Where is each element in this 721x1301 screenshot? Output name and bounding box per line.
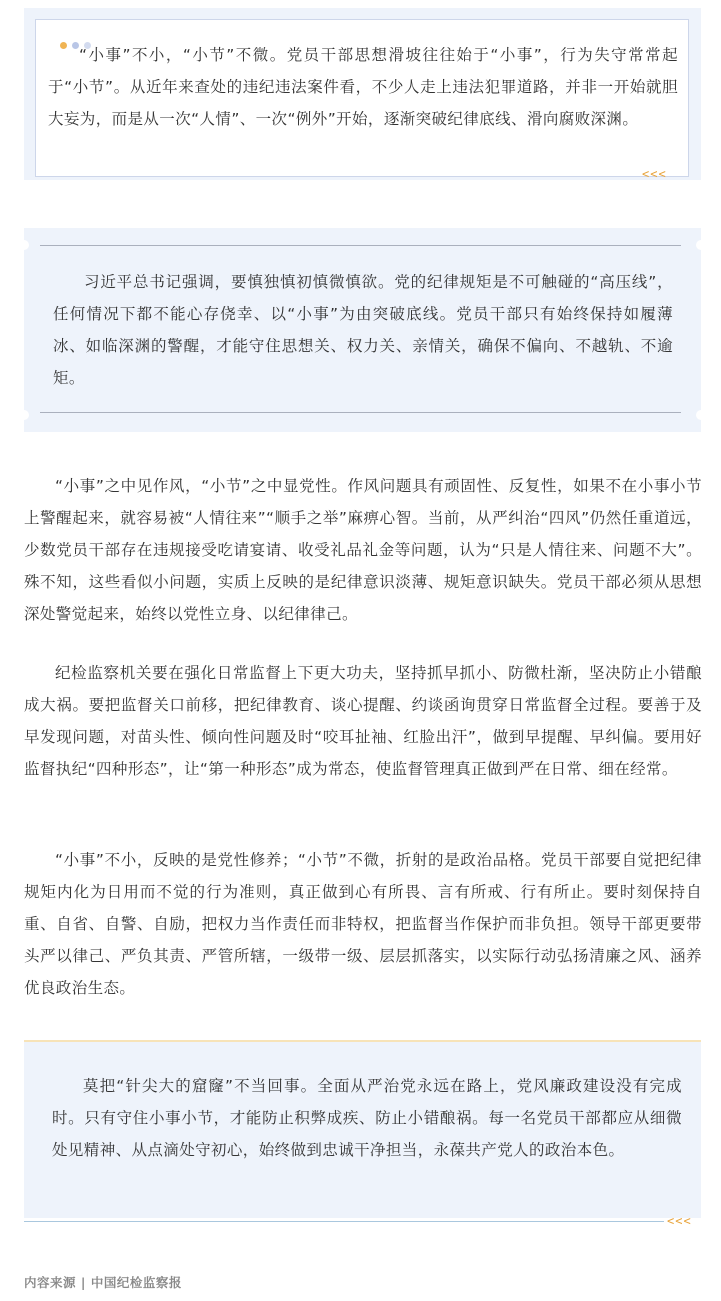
body-paragraph: 纪检监察机关要在强化日常监督上下更大功夫，坚持抓早抓小、防微杜渐，坚决防止小错酿成大祸。要把监督关口前移，把纪律教育、谈心提醒、约谈函询贯穿日常监督全过程。要善于及早发现问题，对苗头性、倾向性问题及时“咬耳扯袖、红脸出汗”，做到早提醒、早纠偏。要用好监督执纪“四种形态”，让“第一种形态”成为常态，使监督管理真正做到严在日常、细在经常。 [24,664,702,778]
notch-decoration [696,410,706,420]
key-point-text: 习近平总书记强调，要慎独慎初慎微慎欲。党的纪律规矩是不可触碰的“高压线”，任何情况下都不能心存侥幸、以“小事”为由突破底线。党员干部只有始终保持如履薄冰、如临深渊的警醒，才能守住思想关、权力关、亲情关，确保不偏向、不越轨、不逾矩。 [53,273,673,387]
conclusion-text: 莫把“针尖大的窟窿”不当回事。全面从严治党永远在路上，党风廉政建设没有完成时。只有守住小事小节，才能防止积弊成疾、防止小错酿祸。每一名党员干部都应从细微处见精神、从点滴处守初心，始终做到忠诚干净担当，永葆共产党人的政治本色。 [52,1077,682,1159]
notch-decoration [696,240,706,250]
intro-quote-text: “小事”不小，“小节”不微。党员干部思想滑坡往往始于“小事”，行为失守常常起于“小节”。从近年来查处的违纪违法案件看，不少人走上违法犯罪道路，并非一开始就胆大妄为，而是从一次“人情”、一次“例外”开始，逐渐突破纪律底线、滑向腐败深渊。 [48,46,678,128]
conclusion-box [24,1040,701,1218]
chevrons-left-icon: <<< [642,167,667,181]
source-line [24,1273,182,1291]
source-label: 内容来源 [24,1275,77,1290]
chevrons-left-icon: <<< [667,1214,692,1228]
bottom-divider [40,412,681,413]
notch-decoration [19,410,29,420]
source-value: 中国纪检监察报 [90,1275,182,1290]
top-divider [40,245,681,246]
intro-quote-frame [35,19,689,181]
key-point-box [24,228,701,432]
intro-quote-box [24,8,701,180]
notch-decoration [19,240,29,250]
body-paragraph: “小事”不小，反映的是党性修养；“小节”不微，折射的是政治品格。党员干部要自觉把纪律规矩内化为日用而不觉的行为准则，真正做到心有所畏、言有所戒、行有所止。要时刻保持自重、自省、自警、自励，把权力当作责任而非特权，把监督当作保护而非负担。领导干部更要带头严以律己、严负其责、严管所辖，一级带一级、层层抓落实，以实际行动弘扬清廉之风、涵养优良政治生态。 [24,851,702,997]
conclusion-divider [24,1221,664,1222]
source-separator: | [80,1275,86,1290]
body-paragraph: “小事”之中见作风，“小节”之中显党性。作风问题具有顽固性、反复性，如果不在小事小节上警醒起来，就容易被“人情往来”“顺手之举”麻痹心智。当前，从严纠治“四风”仍然任重道远，少数党员干部存在违规接受吃请宴请、收受礼品礼金等问题，认为“只是人情往来、问题不大”。殊不知，这些看似小问题，实质上反映的是纪律意识淡薄、规矩意识缺失。党员干部必须从思想深处警觉起来，始终以党性立身、以纪律律己。 [24,477,702,623]
